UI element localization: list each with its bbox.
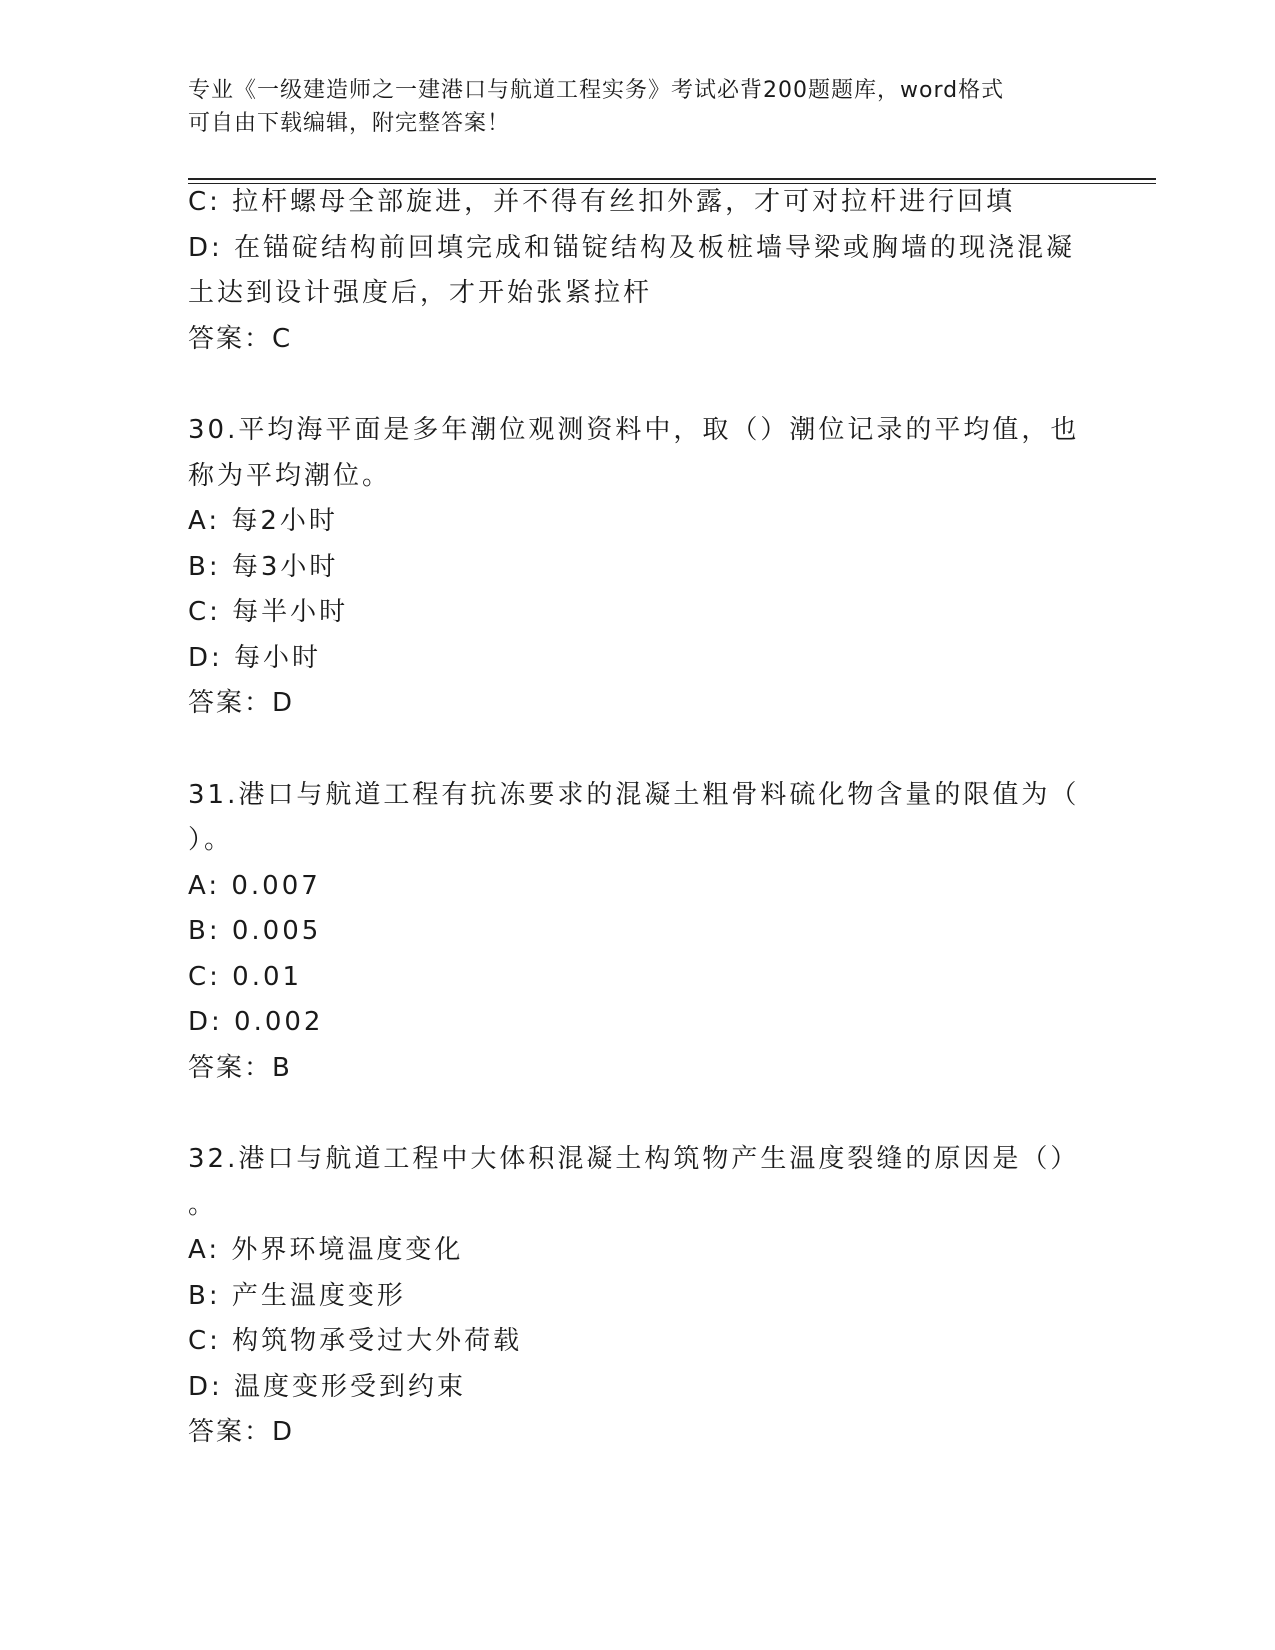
question-content bbox=[188, 180, 1088, 1456]
q32-stem-line-1: 32.港口与航道工程中大体积混凝土构筑物产生温度裂缝的原因是（） bbox=[188, 1144, 1080, 1174]
q30-answer: 答案：D bbox=[188, 688, 295, 718]
q31-option-d: D: 0.002 bbox=[188, 1007, 324, 1037]
q30-stem-line-2: 称为平均潮位。 bbox=[188, 460, 392, 491]
spacer bbox=[188, 362, 1088, 408]
q31-stem-line-1: 31.港口与航道工程有抗冻要求的混凝土粗骨料硫化物含量的限值为（ bbox=[188, 779, 1080, 810]
question-30 bbox=[188, 408, 1088, 727]
q32-option-c: C: 构筑物承受过大外荷载 bbox=[188, 1326, 523, 1356]
q31-answer: 答案：B bbox=[188, 1052, 292, 1083]
q31-option-b: B: 0.005 bbox=[188, 916, 322, 946]
q30-stem-line-1: 30.平均海平面是多年潮位观测资料中，取（）潮位记录的平均值，也 bbox=[188, 415, 1080, 445]
q29-option-d-line-2: 土达到设计强度后，才开始张紧拉杆 bbox=[188, 278, 653, 308]
document-header bbox=[188, 74, 1088, 140]
q31-stem-line-2: ）。 bbox=[188, 825, 234, 855]
q32-option-d: D: 温度变形受到约束 bbox=[188, 1371, 467, 1402]
q32-option-a: A: 外界环境温度变化 bbox=[188, 1235, 464, 1265]
q32-stem-line-2: 。 bbox=[188, 1189, 218, 1220]
header-line-1: 专业《一级建造师之一建港口与航道工程实务》考试必背200题题库，word格式 bbox=[188, 78, 1005, 103]
spacer bbox=[188, 1091, 1088, 1137]
q31-option-c: C: 0.01 bbox=[188, 961, 303, 992]
q30-option-a: A: 每2小时 bbox=[188, 506, 338, 536]
q30-option-c: C: 每半小时 bbox=[188, 597, 349, 627]
question-32 bbox=[188, 1137, 1088, 1456]
q31-option-a: A: 0.007 bbox=[188, 870, 321, 901]
question-31 bbox=[188, 773, 1088, 1092]
spacer bbox=[188, 727, 1088, 773]
q30-option-d: D: 每小时 bbox=[188, 642, 322, 673]
q29-answer: 答案：C bbox=[188, 323, 293, 354]
header-line-2: 可自由下载编辑，附完整答案！ bbox=[188, 111, 511, 136]
q32-option-b: B: 产生温度变形 bbox=[188, 1280, 406, 1311]
q32-answer: 答案：D bbox=[188, 1417, 295, 1447]
q30-option-b: B: 每3小时 bbox=[188, 551, 339, 582]
q29-option-d-line-1: D: 在锚碇结构前回填完成和锚锭结构及板桩墙导梁或胸墙的现浇混凝 bbox=[188, 232, 1076, 263]
q29-option-c: C: 拉杆螺母全部旋进，并不得有丝扣外露，才可对拉杆进行回填 bbox=[188, 187, 1016, 217]
